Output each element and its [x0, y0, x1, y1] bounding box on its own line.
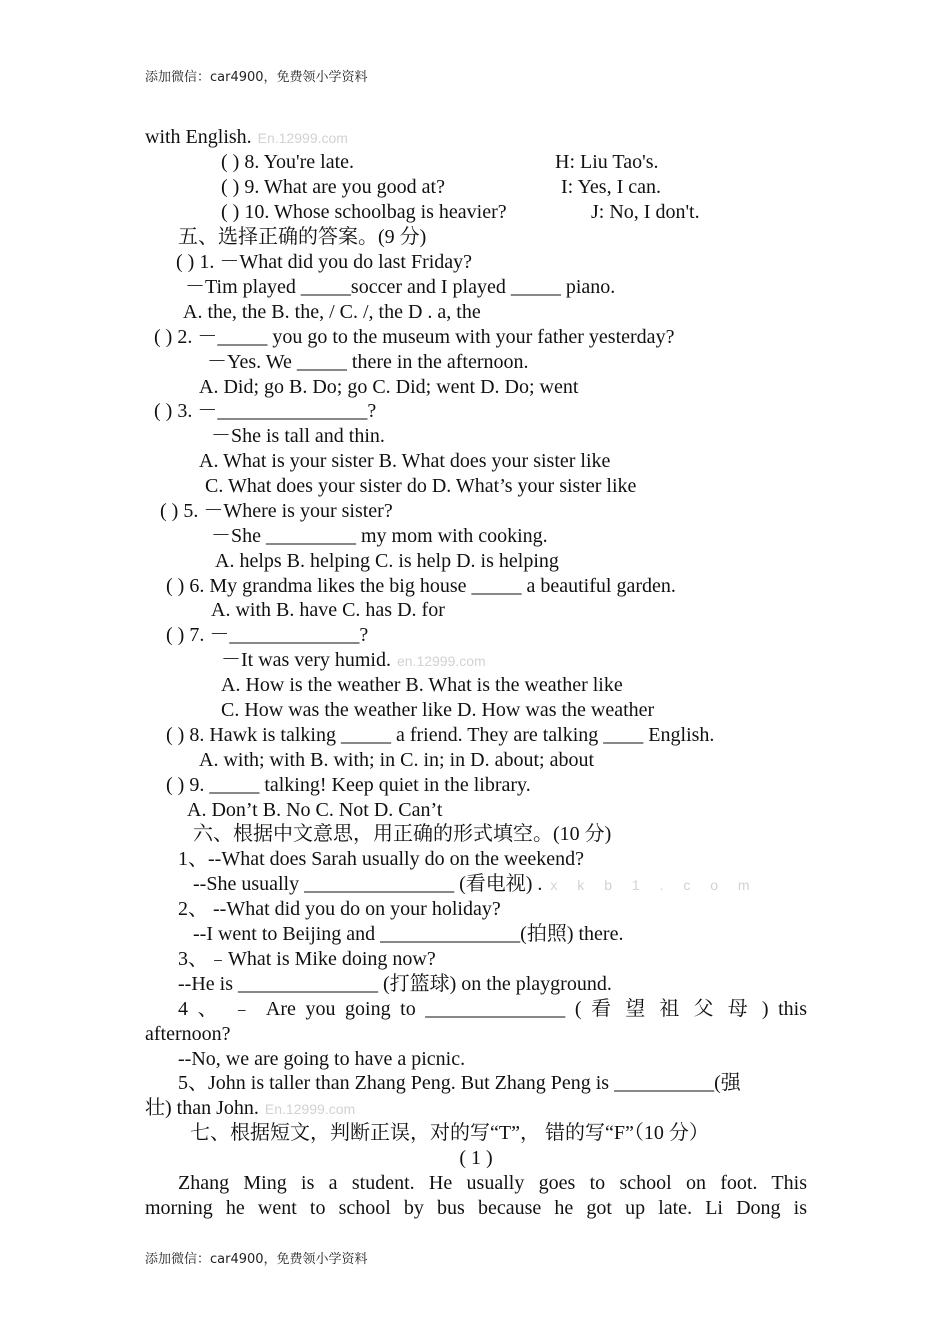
s5-question-1: ( ) 1. －What did you do last Friday? — [176, 251, 473, 273]
match-q8: ( ) 8. You're late. — [221, 151, 355, 173]
s5-question-8-options: A. with; with B. with; in C. in; in D. about; about — [199, 749, 594, 771]
s5-question-3-options-ab: A. What is your sister B. What does your sister like — [199, 450, 611, 472]
match-q10: ( ) 10. Whose schoolbag is heavier? — [221, 201, 507, 223]
s6-item-1: 1、--What does Sarah usually do on the weekend? — [178, 848, 584, 870]
s6-item-4: 4 、 ﹣ Are you going to ______________ ( 看 望 祖 父 母 ) this — [178, 998, 807, 1020]
s6-item-4-answer: --No, we are going to have a picnic. — [178, 1048, 466, 1070]
s5-question-8: ( ) 8. Hawk is talking _____ a friend. They are talking ____ English. — [166, 724, 715, 746]
match-q9: ( ) 9. What are you good at? — [221, 176, 445, 198]
match-answer-j: J: No, I don't. — [591, 201, 700, 223]
s5-question-5-options: A. helps B. helping C. is help D. is helping — [215, 550, 559, 572]
section7-title: 七、根据短文，判断正误，对的写“T”， 错的写“F”（10 分） — [190, 1122, 709, 1144]
s5-question-5: ( ) 5. －Where is your sister? — [160, 500, 393, 522]
s5-question-9: ( ) 9. _____ talking! Keep quiet in the library. — [166, 774, 531, 796]
s6-item-2: 2、 --What did you do on your holiday? — [178, 898, 501, 920]
s6-item-3-answer: --He is ______________ (打篮球) on the playground. — [178, 973, 612, 995]
watermark: en.12999.com — [396, 653, 486, 669]
s5-question-9-options: A. Don’t B. No C. Not D. Can’t — [187, 799, 443, 821]
watermark: x k b 1 . c o m — [550, 877, 758, 893]
section7-passage-number: ( 1 ) — [459, 1147, 493, 1169]
s5-question-7-options-cd: C. How was the weather like D. How was the weather — [221, 699, 655, 721]
s5-question-1-options: A. the, the B. the, / C. /, the D . a, the — [183, 301, 481, 323]
s5-question-2-options: A. Did; go B. Do; go C. Did; went D. Do; went — [199, 376, 579, 398]
s6-item-3: 3、﹣What is Mike doing now? — [178, 948, 436, 970]
s6-item-5-continuation: 壮) than John. En.12999.com — [145, 1097, 356, 1119]
watermark: En.12999.com — [257, 130, 348, 146]
s6-item-4-continuation: afternoon? — [145, 1023, 231, 1045]
section4-continuation: with English. En.12999.com — [145, 126, 348, 148]
passage-line-2: morning he went to school by bus because he got up late. Li Dong is — [145, 1197, 807, 1219]
s5-question-7-reply: －It was very humid. en.12999.com — [221, 649, 486, 671]
s5-question-6-options: A. with B. have C. has D. for — [211, 599, 445, 621]
s5-question-1-reply: －Tim played _____soccer and I played _____ piano. — [185, 276, 616, 298]
s5-question-2-reply: －Yes. We _____ there in the afternoon. — [207, 351, 529, 373]
match-answer-i: I: Yes, I can. — [561, 176, 661, 198]
s6-item-2-answer: --I went to Beijing and ______________(拍照) there. — [193, 923, 624, 945]
s5-question-5-reply: －She _________ my mom with cooking. — [211, 525, 548, 547]
s6-item-1-answer: --She usually _______________ (看电视) . x k b 1 . c o m — [193, 873, 758, 895]
section5-title: 五、选择正确的答案。(9 分) — [178, 226, 427, 248]
s5-question-7: ( ) 7. －_____________? — [166, 624, 369, 646]
passage-line-1: Zhang Ming is a student. He usually goes to school on foot. This — [178, 1172, 807, 1194]
s5-question-7-options-ab: A. How is the weather B. What is the weather like — [221, 674, 623, 696]
match-answer-h: H: Liu Tao's. — [555, 151, 659, 173]
page-footer: 添加微信：car4900，免费领小学资料 — [145, 1252, 368, 1267]
watermark: En.12999.com — [264, 1101, 356, 1117]
s5-question-3-options-cd: C. What does your sister do D. What’s your sister like — [205, 475, 637, 497]
s5-question-3-reply: －She is tall and thin. — [211, 425, 385, 447]
s5-question-6: ( ) 6. My grandma likes the big house _____ a beautiful garden. — [166, 575, 676, 597]
s5-question-3: ( ) 3. －_______________? — [154, 400, 377, 422]
section6-title: 六、根据中文意思，用正确的形式填空。(10 分) — [193, 823, 612, 845]
s6-item-5: 5、John is taller than Zhang Peng. But Zhang Peng is __________(强 — [178, 1072, 741, 1094]
s5-question-2: ( ) 2. －_____ you go to the museum with your father yesterday? — [154, 326, 675, 348]
page-header: 添加微信：car4900，免费领小学资料 — [145, 70, 368, 85]
